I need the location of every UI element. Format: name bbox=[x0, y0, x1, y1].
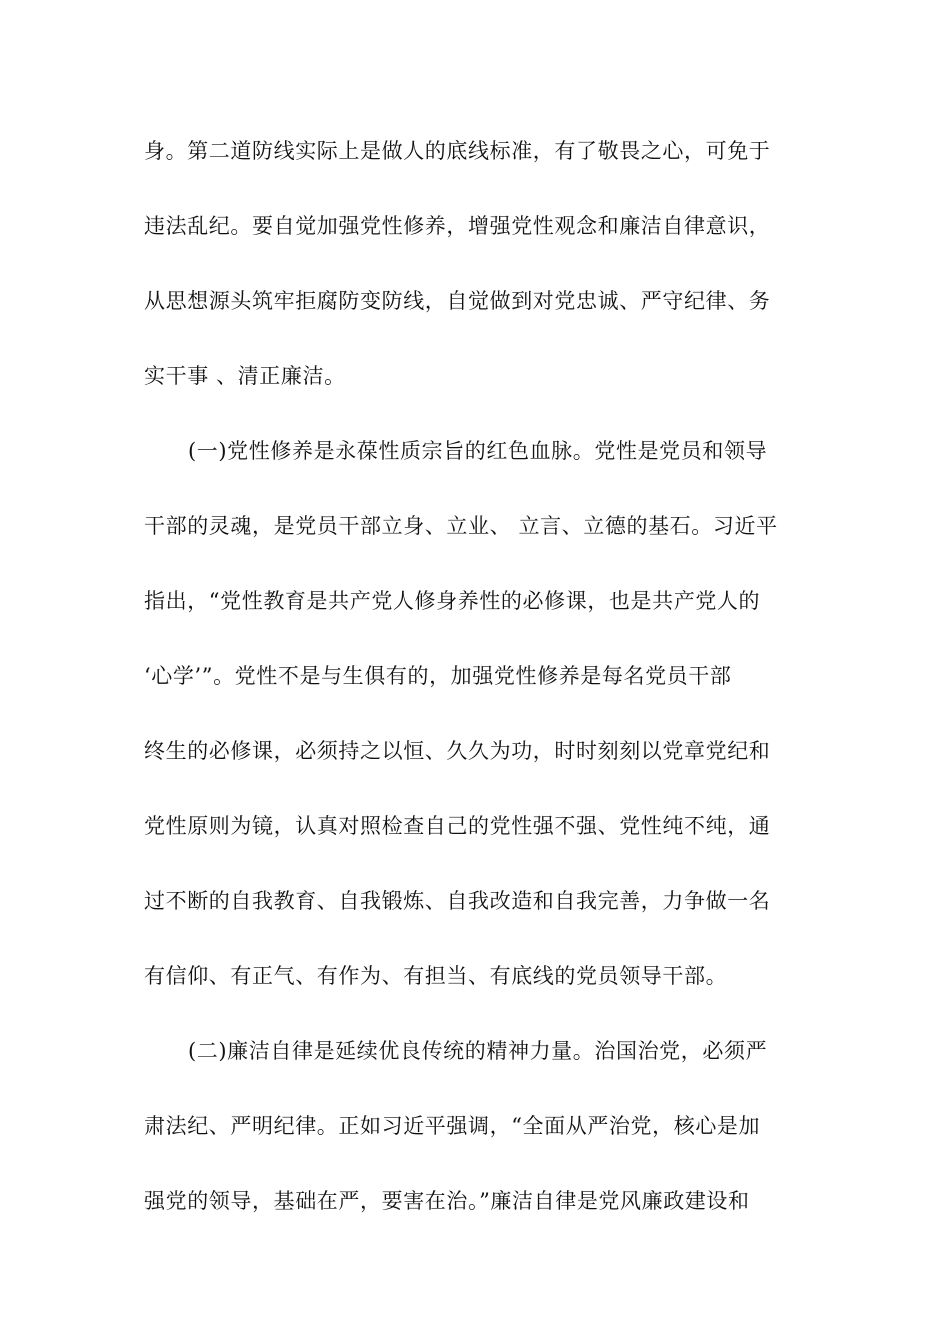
text-line: 从思想源头筑牢拒腐防变防线，自觉做到对党忠诚、严守纪律、务 bbox=[144, 289, 771, 313]
text-line: 过不断的自我教育、自我锻炼、自我改造和自我完善，力争做一名 bbox=[144, 889, 771, 913]
text-line: 终生的必修课，必须持之以恒、久久为功，时时刻刻以党章党纪和 bbox=[144, 739, 771, 763]
text-line: 干部的灵魂，是党员干部立身、立业、 立言、立德的基石。习近平 bbox=[144, 514, 778, 538]
paragraph-heading-1: (一)党性修养是永葆性质宗旨的红色血脉。党性是党员和领导 bbox=[188, 439, 768, 463]
text-line: 有信仰、有正气、有作为、有担当、有底线的党员领导干部。 bbox=[144, 964, 728, 988]
text-line: 指出，“党性教育是共产党人修身养性的必修课，也是共产党人的 bbox=[144, 589, 761, 613]
text-line: 违法乱纪。要自觉加强党性修养，增强党性观念和廉洁自律意识， bbox=[144, 214, 771, 238]
text-line: 党性原则为镜，认真对照检查自己的党性强不强、党性纯不纯，通 bbox=[144, 814, 771, 838]
text-line: 实干事 、清正廉洁。 bbox=[144, 364, 346, 388]
text-line: 强党的领导，基础在严，要害在治。”廉洁自律是党风廉政建设和 bbox=[144, 1189, 750, 1213]
text-line: 肃法纪、严明纪律。正如习近平强调，“全面从严治党，核心是加 bbox=[144, 1114, 761, 1138]
paragraph-heading-2: (二)廉洁自律是延续优良传统的精神力量。治国治党，必须严 bbox=[188, 1039, 768, 1063]
text-line: ‘心学’”。党性不是与生俱有的，加强党性修养是每名党员干部 bbox=[144, 664, 732, 688]
text-line: 身。第二道防线实际上是做人的底线标准，有了敬畏之心，可免于 bbox=[144, 139, 771, 163]
